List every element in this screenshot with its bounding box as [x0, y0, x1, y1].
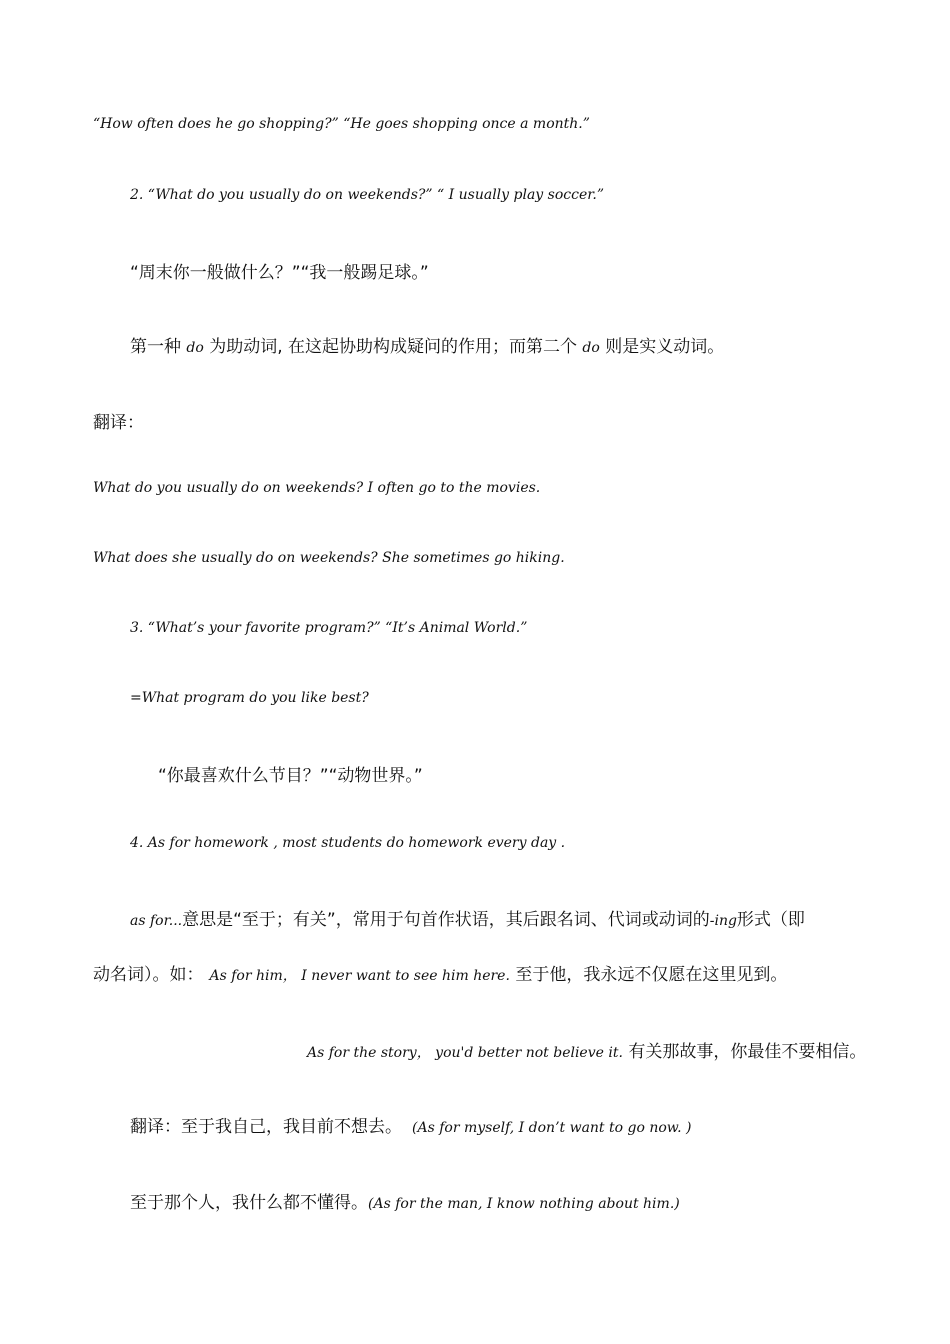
note-text: 则是实义动词。	[599, 337, 725, 357]
exercise-answer: (As for the man, I know nothing about him.)	[368, 1196, 680, 1212]
example-sentence-homework: 4. As for homework , most students do homework every day .	[130, 835, 566, 851]
example-english: As for the story， you'd better not believe it.	[307, 1045, 623, 1061]
grammar-example-him	[93, 960, 787, 985]
note-text: 动名词）。如：	[93, 965, 204, 985]
translation-weekends: “周末你一般做什么？”“我一般踢足球。”	[130, 263, 429, 283]
example-english: As for him， I never want to see him here.	[209, 968, 510, 984]
note-text: 第一种	[130, 337, 187, 357]
translation-exercise-man	[130, 1188, 680, 1213]
translation-heading: 翻译：	[93, 413, 144, 433]
exercise-answer: (As for myself, I don’t want to go now. )	[412, 1120, 692, 1136]
exercise-sentence-hiking: What does she usually do on weekends? She sometimes go hiking.	[93, 550, 565, 566]
translation-exercise-myself	[130, 1112, 692, 1137]
example-chinese: 至于他，我永远不仅愿在这里见到。	[509, 965, 788, 985]
exercise-chinese: 翻译：至于我自己，我目前不想去。	[130, 1117, 402, 1137]
note-text: 意思是“至于；有关”，常用于句首作状语，其后跟名词、代词或动词的	[182, 910, 710, 930]
exercise-chinese: 至于那个人，我什么都不懂得。	[130, 1193, 368, 1213]
example-sentence-shopping: “How often does he go shopping?” “He goes shopping once a month.”	[93, 116, 590, 132]
grammar-note-as-for	[130, 905, 805, 930]
term-do: do	[186, 340, 204, 356]
grammar-note-do	[130, 332, 724, 357]
equivalent-sentence: =What program do you like best?	[130, 690, 369, 706]
example-sentence-program: 3. “What’s your favorite program?” “It’s Animal World.”	[130, 620, 528, 636]
term-do: do	[582, 340, 600, 356]
note-text: 为助动词, 在这起协助构成疑问的作用；而第二个	[203, 337, 583, 357]
note-text: 形式（即	[736, 910, 805, 930]
example-sentence-weekends: 2. “What do you usually do on weekends?” “ I usually play soccer.”	[130, 187, 604, 203]
grammar-example-story	[307, 1037, 866, 1062]
example-chinese: 有关那故事，你最佳不要相信。	[622, 1042, 867, 1062]
exercise-sentence-movies: What do you usually do on weekends? I often go to the movies.	[93, 480, 541, 496]
term-as-for: as for...	[130, 913, 183, 929]
translation-program: “你最喜欢什么节目？”“动物世界。”	[158, 766, 423, 786]
term-ing: -ing	[709, 913, 737, 929]
